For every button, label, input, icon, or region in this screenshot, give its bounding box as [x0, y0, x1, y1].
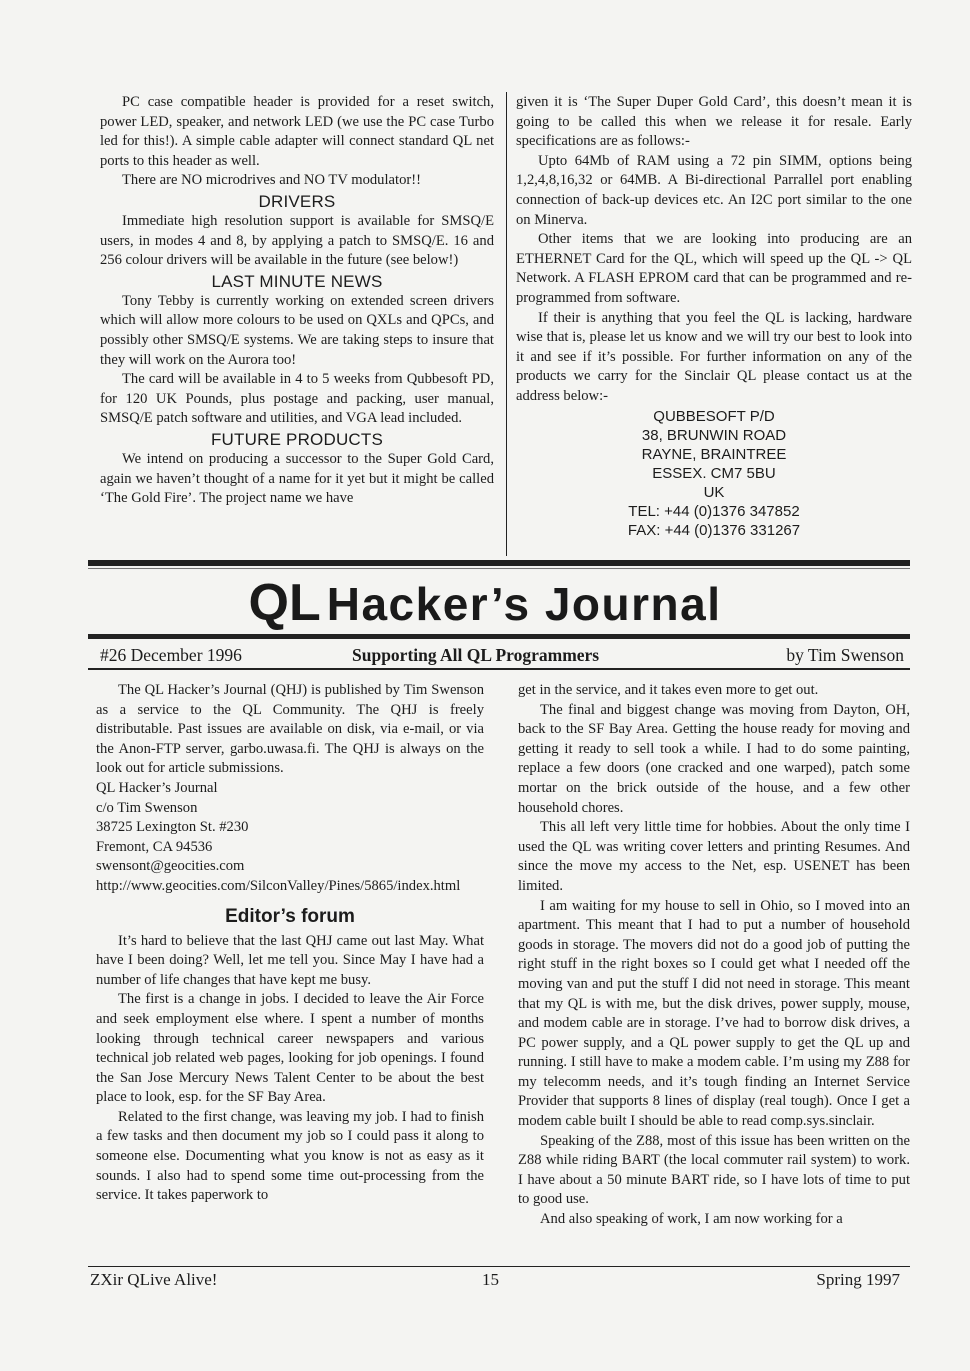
- section-heading-future-products: FUTURE PRODUCTS: [210, 429, 384, 449]
- masthead-top-rule: [88, 560, 910, 566]
- journal-masthead: [0, 572, 970, 634]
- page-number: 15: [482, 1270, 499, 1289]
- paragraph: I am waiting for my house to sell in Ohio, so I moved into an apartment. This meant that I had to put a number of household goods in storage. The movers did not do a good job of putting the right stuff in the right boxes so I could get what I needed off the moving van and put the stuff I did not need in storage. This meant that my QL is with me, but the disk drives, power supply, mouse, and modem cable are in storage. I’ve had to borrow disk drives, a PC power supply, and a QL power supply to get the QL up and running. I still have to make a modem cable. I’m using my Z88 for my telecomm needs, and it’s tough finding an Internet Service Provider that supports 8 lines of display (real tough). Once I get a modem cable built I should be able to read comp.sys.sinclair.: [518, 897, 910, 1130]
- address-line: UK: [703, 483, 725, 501]
- paragraph: Tony Tebby is currently working on extended screen drivers which will allow more colours to be used on QXLs and QPCs, and possibly other SMSQ/E systems. We are taking steps to insure that they will work on the Aurora too!: [100, 292, 494, 368]
- paragraph: The QL Hacker’s Journal (QHJ) is published by Tim Swenson as a service to the QL Community. The QHJ is freely distributable. Past issues are available on disk, via e-mail, or via the Anon-FTP server, garbo.uwasa.fi. The QHJ is always on the look out for article submissions.: [96, 682, 484, 777]
- paragraph: This all left very little time for hobbies. About the only time I used the QL was writing cover letters and printing Resumes. And since the move my access to the Net, esp. USENET has been limited.: [518, 819, 910, 894]
- paragraph: Related to the first change, was leaving my job. I had to finish a few tasks and then document my job so I could pass it along to someone else. Documenting what you know is not as easy as it sounds. I also had to spend some time out-processing from the service. It takes paperwork to: [96, 1108, 484, 1204]
- contact-line: 38725 Lexington St. #230: [96, 819, 249, 836]
- paragraph: The card will be available in 4 to 5 weeks from Qubbesoft PD, for 120 UK Pounds, plus postage and packing, user manual, SMSQ/E patch software and utilities, and VGA lead included.: [100, 371, 494, 427]
- paragraph: There are NO microdrives and NO TV modulator!!: [122, 172, 421, 189]
- contact-url: http://www.geocities.com/SilconValley/Pines/5865/index.html: [96, 877, 461, 894]
- column-divider: [506, 92, 507, 556]
- contact-line: QL Hacker’s Journal: [96, 779, 218, 796]
- paragraph: If their is anything that you feel the QL is lacking, hardware wise that is, please let us know and we will try our best to look into it and see if it’s possible. For further information on any of the products we carry for the Sinclair QL please contact us at the address below:-: [516, 309, 912, 404]
- issue-author: by Tim Swenson: [786, 645, 904, 665]
- paragraph: Upto 64Mb of RAM using a 72 pin SIMM, options being 1,2,4,8,16,32 or 64MB. A Bi-directional Parrallel port enabling connection of back-up devices etc. An I2C port similar to the one on Minerva.: [516, 152, 912, 228]
- fax-line: FAX: +44 (0)1376 331267: [627, 521, 801, 539]
- issue-bar: [100, 642, 910, 668]
- paragraph: It’s hard to believe that the last QHJ came out last May. What have I been doing? Well, let me tell you. Since May I have had a number of life changes that have kept me busy.: [96, 932, 484, 988]
- contact-email: swensont@geocities.com: [96, 858, 245, 875]
- paragraph: Speaking of the Z88, most of this issue has been written on the Z88 while riding BART (the local commuter rail system) to work. I have about a 50 minute BART ride, so I have lots of time to put to good use.: [518, 1132, 910, 1208]
- section-heading-last-minute-news: LAST MINUTE NEWS: [211, 271, 383, 291]
- issue-number-date: #26 December 1996: [100, 645, 242, 665]
- footer-rule: [88, 1266, 910, 1267]
- phone-line: TEL: +44 (0)1376 347852: [628, 502, 800, 520]
- issue-bar-top-rule: [88, 634, 910, 639]
- paragraph: PC case compatible header is provided for a reset switch, power LED, speaker, and network LED (we use the PC case Turbo led for this!). A simple cable adapter will connect standard QL net ports to this header as well.: [100, 94, 494, 169]
- issue-bar-bottom-rule: [88, 668, 910, 670]
- paragraph: get in the service, and it takes even more to get out.: [518, 682, 819, 698]
- paragraph: The final and biggest change was moving from Dayton, OH, back to the SF Bay Area. Getting the house ready for moving and getting it ready to sell took a while. I had to do some painting, replace a few doors (one cracked and one warped), patch some mortar on the brick outside of the house, and a few other household chores.: [518, 701, 910, 816]
- contact-line: c/o Tim Swenson: [96, 799, 198, 816]
- page-footer: [90, 1268, 910, 1292]
- bottom-left-column: [96, 681, 484, 1206]
- masthead-title: Hacker’s Journal: [326, 578, 722, 630]
- contact-address: [516, 407, 912, 540]
- bottom-right-column: [518, 681, 910, 1230]
- section-heading-drivers: DRIVERS: [258, 191, 336, 211]
- top-right-column: [516, 93, 912, 540]
- paragraph: And also speaking of work, I am now working for a: [540, 1211, 843, 1228]
- paragraph: We intend on producing a successor to the Super Gold Card, again we haven’t thought of a name for it yet but it might be called ‘The Gold Fire’. The project name we have: [100, 450, 494, 507]
- address-line: ESSEX. CM7 5BU: [652, 464, 776, 482]
- footer-publication: ZXir QLive Alive!: [90, 1270, 218, 1289]
- address-line: QUBBESOFT P/D: [653, 407, 775, 425]
- address-line: 38, BRUNWIN ROAD: [641, 426, 787, 444]
- masthead-top-rule-thin: [88, 568, 910, 569]
- paragraph: The first is a change in jobs. I decided to leave the Air Force and seek employment else where. I spent a number of months looking through technical career newspapers and various technical job related web pages, looking for job openings. I found the San Jose Mercury News Talent Center to be about the best place to look, esp. for the SF Bay Area.: [96, 991, 484, 1106]
- paragraph: Other items that we are looking into producing are an ETHERNET Card for the QL, which will speed up the QL -> QL Network. A FLASH EPROM card that can be programmed and re-programmed from software.: [516, 231, 912, 306]
- address-line: RAYNE, BRAINTREE: [641, 445, 787, 463]
- top-left-column: [100, 93, 494, 509]
- contact-line: Fremont, CA 94536: [96, 838, 213, 855]
- masthead-ql: QL: [248, 574, 321, 632]
- paragraph: Immediate high resolution support is available for SMSQ/E users, in modes 4 and 8, by applying a patch to SMSQ/E. 16 and 256 colour drivers will be available in the future (see below!): [100, 212, 494, 269]
- issue-tagline: Supporting All QL Programmers: [352, 645, 600, 665]
- section-heading-editors-forum: Editor’s forum: [225, 905, 355, 927]
- footer-season: Spring 1997: [816, 1270, 900, 1289]
- paragraph: given it is ‘The Super Duper Gold Card’, this doesn’t mean it is going to be called this when we release it for resale. Early specifications are as follows:-: [516, 94, 912, 150]
